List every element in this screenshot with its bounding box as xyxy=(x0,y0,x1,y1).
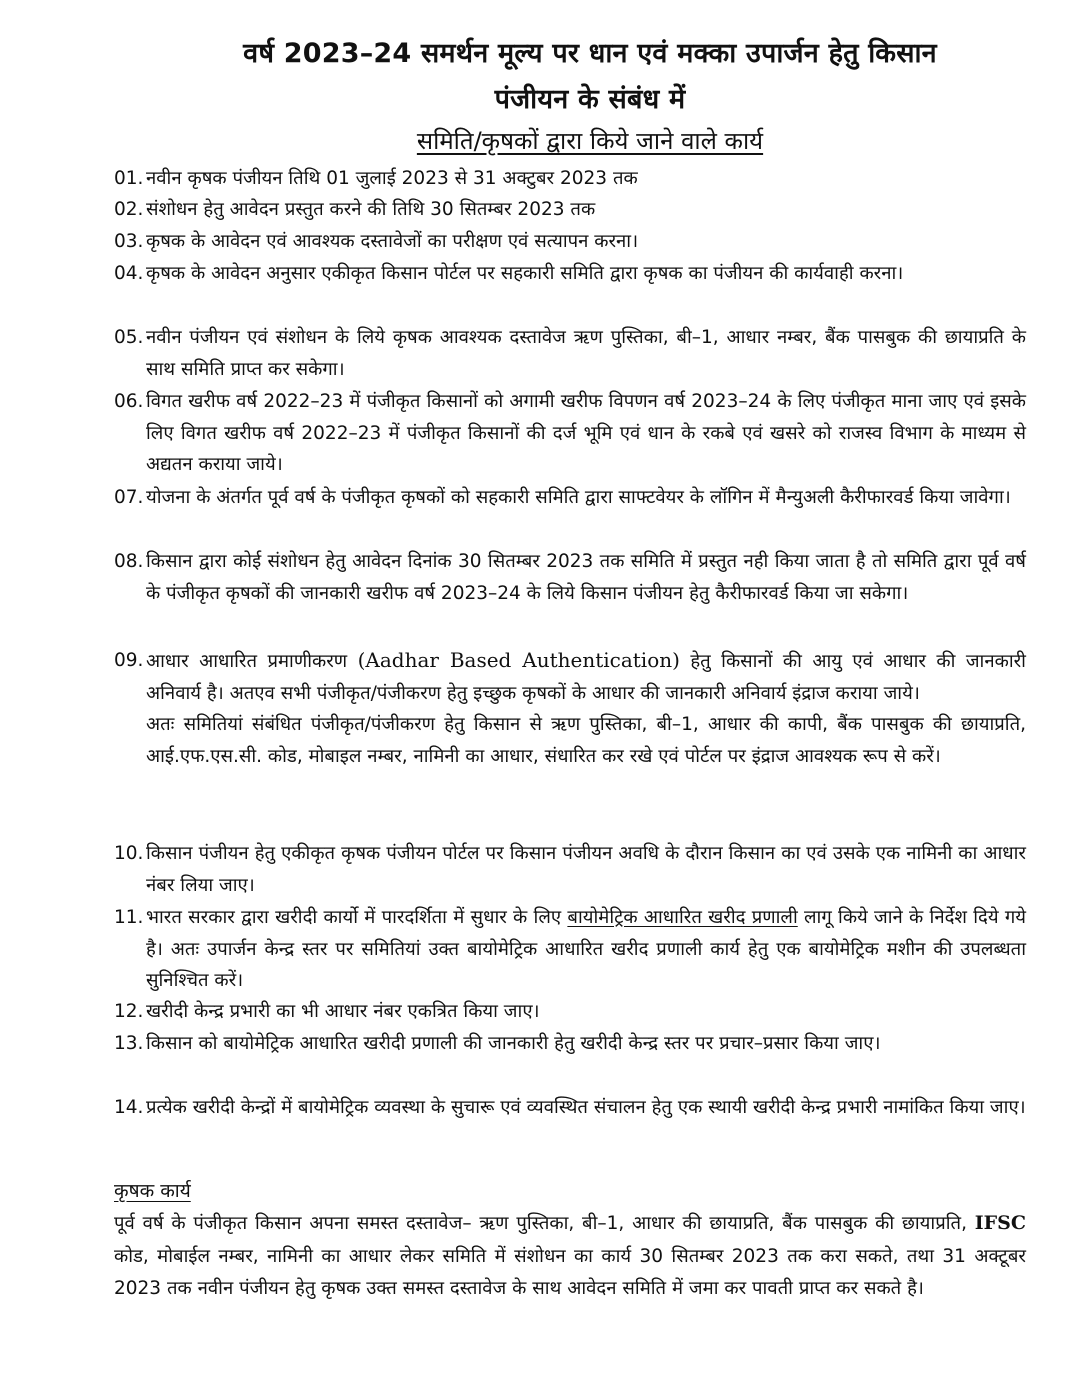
item-text-part: लागू किये जाने के निर्देश दिये गये है। अतः उपार्जन केन्द्र स्तर पर समितियां उक्त बायोमेट्रिक आधारित खरीद प्रणाली कार्य हेतु एक बायोमेट्रिक मशीन की उपलब्धता सुनिश्चित करें। xyxy=(146,907,1026,991)
paragraph-part: कोड, मोबाईल नम्बर, नामिनी का आधार लेकर समिति में संशोधन का कार्य 30 सितम्बर 2023 तक करा सकते, तथा 31 अक्टूबर 2023 तक नवीन पंजीयन हेतु कृषक उक्त समस्त दस्तावेज के साथ आवेदन समिति में जमा कर पावती प्राप्त कर सकते है। xyxy=(114,1245,1026,1299)
paragraph-part: पूर्व वर्ष के पंजीकृत किसान अपना समस्त दस्तावेज– ऋण पुस्तिका, बी–1, आधार की छायाप्रति, बैंक पासबुक की छायाप्रति, xyxy=(114,1213,967,1234)
item-text: नवीन कृषक पंजीयन तिथि 01 जुलाई 2023 से 31 अक्टुबर 2023 तक xyxy=(146,168,638,189)
document-title-line-1: वर्ष 2023–24 समर्थन मूल्य पर धान एवं मक्का उपार्जन हेतु किसान xyxy=(243,38,937,69)
item-text: संशोधन हेतु आवेदन प्रस्तुत करने की तिथि 30 सितम्बर 2023 तक xyxy=(146,199,596,220)
document-title-line-2: पंजीयन के संबंध में xyxy=(494,84,686,115)
item-text xyxy=(146,645,1026,709)
item-text: किसान को बायोमेट्रिक आधारित खरीदी प्रणाली की जानकारी हेतु खरीदी केन्द्र स्तर पर प्रचार–प्रसार किया जाए। xyxy=(146,1033,881,1054)
item-text xyxy=(146,902,1026,997)
item-number: 03. xyxy=(114,231,144,252)
item-number: 04. xyxy=(114,263,144,284)
item-text-continuation: अतः समितियां संबंधित पंजीकृत/पंजीकरण हेतु किसान से ऋण पुस्तिका, बी–1, आधार की कापी, बैंक पासबुक की छायाप्रति, आई.एफ.एस.सी. कोड, मोबाइल नम्बर, नामिनी का आधार, संधारित कर रखे एवं पोर्टल पर इंद्राज आवश्यक रूप से करें। xyxy=(146,714,1026,767)
item-number: 02. xyxy=(114,199,144,220)
item-text: योजना के अंतर्गत पूर्व वर्ष के पंजीकृत कृषकों को सहकारी समिति द्वारा साफ्टवेयर के लॉगिन में मैन्युअली कैरीफारवर्ड किया जावेगा। xyxy=(146,487,1011,508)
list-item-06 xyxy=(114,386,1026,481)
list-item-03 xyxy=(114,226,1026,258)
list-item-01 xyxy=(114,163,1026,195)
list-item-08 xyxy=(114,546,1026,609)
ifsc-label: IFSC xyxy=(974,1212,1026,1234)
item-text: नवीन पंजीयन एवं संशोधन के लिये कृषक आवश्यक दस्तावेज ऋण पुस्तिका, बी–1, आधार नम्बर, बैंक पासबुक की छायाप्रति के साथ समिति प्राप्त कर सकेगा। xyxy=(146,327,1026,380)
item-text: प्रत्येक खरीदी केन्द्रों में बायोमेट्रिक व्यवस्था के सुचारू एवं व्यवस्थित संचालन हेतु एक स्थायी खरीदी केन्द्र प्रभारी नामांकित किया जाए। xyxy=(146,1097,1026,1118)
item-text: किसान द्वारा कोई संशोधन हेतु आवेदन दिनांक 30 सितम्बर 2023 तक समिति में प्रस्तुत नही किया जाता है तो समिति द्वारा पूर्व वर्ष के पंजीकृत कृषकों की जानकारी खरीफ वर्ष 2023–24 के लिये किसान पंजीयन हेतु कैरीफारवर्ड किया जा सकेगा। xyxy=(146,551,1026,604)
item-number: 05. xyxy=(114,327,144,348)
document-subtitle xyxy=(110,123,1070,159)
item-text-part: भारत सरकार द्वारा खरीदी कार्यो में पारदर्शिता में सुधार के लिए xyxy=(146,907,562,928)
farmer-tasks-paragraph xyxy=(114,1207,1026,1306)
farmer-tasks-heading: कृषक कार्य xyxy=(114,1180,191,1202)
item-number: 08. xyxy=(114,551,144,572)
item-text-part: हेतु किसानों की आयु एवं आधार की जानकारी अनिवार्य है। अतएव सभी पंजीकृत/पंजीकरण हेतु इच्छुक कृषकों के आधार की जानकारी अनिवार्य इंद्राज कराया जाये। xyxy=(146,651,1026,704)
item-text: विगत खरीफ वर्ष 2022–23 में पंजीकृत किसानों को अगामी खरीफ विपणन वर्ष 2023–24 के लिए पंजीकृत माना जाए एवं इसके लिए विगत खरीफ वर्ष 2022–23 में पंजीकृत किसानों की दर्ज भूमि एवं धान के रकबे एवं खसरे को राजस्व विभाग के माध्यम से अद्यतन कराया जाये। xyxy=(146,391,1026,475)
item-text-english: (Aadhar Based Authentication) xyxy=(357,648,680,672)
item-number: 11. xyxy=(114,907,144,928)
item-number: 10. xyxy=(114,843,144,864)
item-text-underlined: बायोमेट्रिक आधारित खरीद प्रणाली xyxy=(567,907,798,928)
subtitle-text: समिति/कृषकों द्वारा किये जाने वाले कार्य xyxy=(416,127,764,155)
list-item-11 xyxy=(114,902,1026,997)
list-item-04 xyxy=(114,258,1026,290)
item-text: कृषक के आवेदन एवं आवश्यक दस्तावेजों का परीक्षण एवं सत्यापन करना। xyxy=(146,231,639,252)
list-item-09 xyxy=(114,645,1026,772)
item-number: 14. xyxy=(114,1097,144,1118)
list-item-02 xyxy=(114,194,1026,226)
list-item-05 xyxy=(114,322,1026,385)
item-number: 13. xyxy=(114,1033,144,1054)
list-item-13 xyxy=(114,1028,1026,1060)
item-number: 12. xyxy=(114,1001,144,1022)
list-item-07 xyxy=(114,482,1026,514)
item-text: कृषक के आवेदन अनुसार एकीकृत किसान पोर्टल पर सहकारी समिति द्वारा कृषक का पंजीयन की कार्यवाही करना। xyxy=(146,263,904,284)
item-text: किसान पंजीयन हेतु एकीकृत कृषक पंजीयन पोर्टल पर किसान पंजीयन अवधि के दौरान किसान का एवं उसके एक नामिनी का आधार नंबर लिया जाए। xyxy=(146,843,1026,896)
list-item-12 xyxy=(114,996,1026,1028)
item-number: 06. xyxy=(114,391,144,412)
item-number: 09. xyxy=(114,650,144,671)
item-number: 01. xyxy=(114,168,144,189)
list-item-10 xyxy=(114,838,1026,901)
item-number: 07. xyxy=(114,487,144,508)
list-item-14 xyxy=(114,1092,1026,1124)
item-text: खरीदी केन्द्र प्रभारी का भी आधार नंबर एकत्रित किया जाए। xyxy=(146,1001,540,1022)
item-text-part: आधार आधारित प्रमाणीकरण xyxy=(146,651,348,672)
